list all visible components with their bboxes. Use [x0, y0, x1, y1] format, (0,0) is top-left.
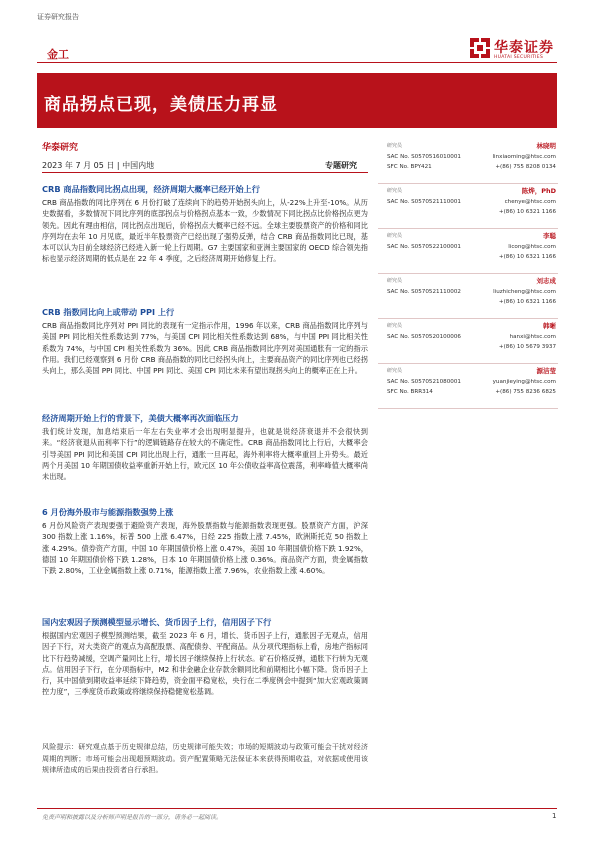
meta-separator: | — [116, 161, 123, 170]
analyst-email[interactable]: liuzhicheng@htsc.com — [493, 289, 556, 295]
doc-type-label: 证券研究报告 — [37, 13, 79, 21]
section-body: 根据国内宏观因子模型预测结果，截至 2023 年 6 月，增长、货币因子上行，通胀因子无观点，信用因子下行，对大类资产的观点为高配股票、高配债券、平配商品。从分项代理指标上看，房地产指标同比下行趋势减缓，空调产量同比上行，增长因子继续保持上行状态。矿石价格反弹，通胀下行转为无观点。信用因子下行，在分项指标中，M2 和非金融企业存款余额同比和前期相比小幅下降。货币因子上行，其中国债到期收益率延续下降趋势，资金面平稳宽松，央行在二季度例会中提到“加大宏观政策调控力度”，三季度货币政策或将继续保持稳健宽松基调。 — [42, 631, 368, 697]
analyst-email[interactable]: hanxi@htsc.com — [509, 334, 556, 340]
analyst-sac-number: SAC No. S0570520100006 — [387, 334, 461, 340]
logo-text-en: HUATAI SECURITIES — [494, 55, 544, 60]
date-divider — [42, 172, 368, 173]
disclaimer-note: 免责声明和披露以及分析师声明是报告的一部分，请务必一起阅读。 — [42, 814, 223, 821]
analyst-name: 李聪 — [543, 232, 556, 240]
page-number: 1 — [552, 812, 557, 820]
section-heading: CRB 商品指数同比拐点出现，经济周期大概率已经开始上行 — [42, 184, 260, 194]
report-region: 中国内地 — [122, 161, 155, 170]
analyst-list — [378, 140, 558, 410]
report-date: 2023 年 7 月 05 日 — [42, 161, 115, 170]
analyst-email[interactable]: licong@htsc.com — [508, 244, 556, 250]
logo-text-cn: 华泰证券 — [494, 40, 554, 56]
analyst-role: 研究员 — [387, 143, 403, 149]
analyst-sac-number: SAC No. S0570521110002 — [387, 289, 461, 295]
analyst-role: 研究员 — [387, 278, 403, 284]
title-banner — [37, 73, 557, 128]
section-body: 6 月份风险资产表现要强于避险资产表现，海外股票指数与能源指数表现更强。股票资产方面，沪深 300 指数上涨 1.16%，标普 500 上涨 6.47%，日经 225 指数上涨 7.45%，欧洲斯托克 50 指数上涨 4.29%。债券资产方面，中国 10 年期国债价格上涨 0.47%，美国 10 年期国债价格下跌 1.92%，德国 10 年期国债价格下跌 1.28%，日本 10 年期国债价格上涨 0.36%。商品资产方面，贵金属指数下跌 2.80%，工业金属指数上涨 0.71%，能源指数上涨 7.96%，农业指数上涨 4.60%。 — [42, 521, 368, 576]
section-macro-factor-model — [42, 617, 368, 698]
analyst-email[interactable]: linxiaoming@htsc.com — [492, 154, 556, 160]
analyst-phone: +(86) 10 6321 1166 — [498, 254, 556, 260]
section-body: CRB 商品指数同比序列对 PPI 同比的表现有一定指示作用，1996 年以来，CRB 商品指数同比序列与美国 PPI 同比相关性系数达到 77%，与美国 CPI 同比相关性系数达到 68%，与中国 PPI 同比相关性系数为 74%，与中国 CPI 相关性系数为 36%。因此 CRB 商品指数同比序列对美国通胀有一定的指示作用。我们已经观察到 6 月份 CRB 商品指数的同比已经拐头向上，主要商品资产的同比序列也已经拐头向上，那么美国 PPI 同比、中国 PPI 同比、美国 CPI 同比未来有望出现拐头向上的概率正在上升。 — [42, 321, 368, 376]
analyst-phone: +(86) 10 6321 1166 — [498, 209, 556, 215]
section-commodity-turning-point — [42, 184, 368, 265]
section-crb-ppi — [42, 307, 368, 376]
analyst-role: 研究员 — [387, 323, 403, 329]
analyst-phone: +(86) 10 5679 3937 — [498, 344, 556, 350]
analyst-phone: +(86) 10 6321 1166 — [498, 299, 556, 305]
analyst-sac-number: SAC No. S0570522100001 — [387, 244, 461, 250]
analyst-card — [378, 230, 558, 274]
section-body: CRB 商品指数的同比序列在 6 月份打破了连续向下的趋势开始拐头向上，从-22%上升至-10%。从历史数据看，多数情况下同比序列的底部拐点与价格拐点基本一致，少数情况下同比拐点比价格拐点更为领先。因此有理由相信，同比拐点出现后，价格拐点大概率已经不远。全球主要股票资产的价格和同比序列均在去年 10 月见底，最近半年股票资产已经出现了强势反弹，结合 CRB 商品指数同比已现，基本可以认为目前全球经济已经进入新一轮上行周期。G7 主要国家和亚洲主要国家的 OECD 综合领先指标也显示经济周期的低点是在 22 年 4 季度，之后经济周期开始修复上行。 — [42, 198, 368, 264]
risk-warning: 风险提示：研究观点基于历史规律总结，历史规律可能失效；市场的短期波动与政策可能会干扰对经济周期的判断；市场可能会出现超预期波动。资产配置策略无法保证本来获得预期收益，对依据或使用该规律所造成的后果由投资者自行承担。 — [42, 742, 368, 774]
institute-label: 华泰研究 — [42, 143, 79, 153]
section-heading: 6 月份海外股市与能源指数强势上涨 — [42, 507, 174, 517]
section-heading: 国内宏观因子预测模型显示增长、货币因子上行，信用因子下行 — [42, 617, 272, 627]
logo-emblem-icon — [470, 38, 490, 58]
analyst-phone: +(86) 755 8208 0134 — [495, 164, 556, 170]
report-type: 专题研究 — [325, 161, 357, 170]
analyst-sac-number: SAC No. S0570521080001 — [387, 379, 461, 385]
analyst-name: 林晓明 — [536, 142, 556, 150]
analyst-name: 刘志成 — [536, 277, 556, 285]
section-june-market-review — [42, 507, 368, 576]
analyst-sac-number: SAC No. S0570521110001 — [387, 199, 461, 205]
analyst-card — [378, 185, 558, 229]
analyst-role: 研究员 — [387, 188, 403, 194]
footer-divider — [37, 808, 557, 809]
analyst-card — [378, 140, 558, 184]
analyst-name: 源洁莹 — [536, 367, 556, 375]
analyst-email[interactable]: yuanjieying@htsc.com — [492, 379, 556, 385]
date-region-line — [42, 160, 154, 171]
header-divider — [37, 62, 557, 63]
analyst-sfc-number: SFC No. BPY421 — [387, 164, 432, 170]
analyst-role: 研究员 — [387, 233, 403, 239]
section-heading: 经济周期开始上行的背景下，美债大概率再次面临压力 — [42, 413, 239, 423]
analyst-name: 韩晰 — [543, 322, 556, 330]
analyst-sfc-number: SFC No. BRR314 — [387, 389, 433, 395]
analyst-card — [378, 320, 558, 364]
section-body: 我们统计发现，加息结束后一年左右失业率才会出现明显提升，也就是说经济衰退并不会很快到来。“经济衰退从而利率下行”的逻辑链路存在较大的不确定性。CRB 商品指数同比上行后，大概率会引导美国 PPI 同比和美国 CPI 同比出现上行，通胀一旦再起，海外利率将大概率重回上升势头。最近两个月美国 10 年期国债收益率重新开始上行，欧元区 10 年公债收益率高位震荡，利率峰值大概率尚未出现。 — [42, 427, 368, 482]
analyst-email[interactable]: chenye@htsc.com — [504, 199, 556, 205]
analyst-role: 研究员 — [387, 368, 403, 374]
analyst-phone: +(86) 755 8236 6825 — [495, 389, 556, 395]
sector-label: 金工 — [47, 48, 69, 61]
analyst-sac-number: SAC No. S0570516010001 — [387, 154, 461, 160]
section-heading: CRB 指数同比向上或带动 PPI 上行 — [42, 307, 175, 317]
section-us-treasury-pressure — [42, 413, 368, 482]
brand-logo — [470, 38, 565, 62]
analyst-card — [378, 365, 558, 409]
analyst-card — [378, 275, 558, 319]
report-title: 商品拐点已现，美债压力再显 — [44, 95, 278, 115]
analyst-name: 陈烨，PhD — [521, 187, 556, 195]
